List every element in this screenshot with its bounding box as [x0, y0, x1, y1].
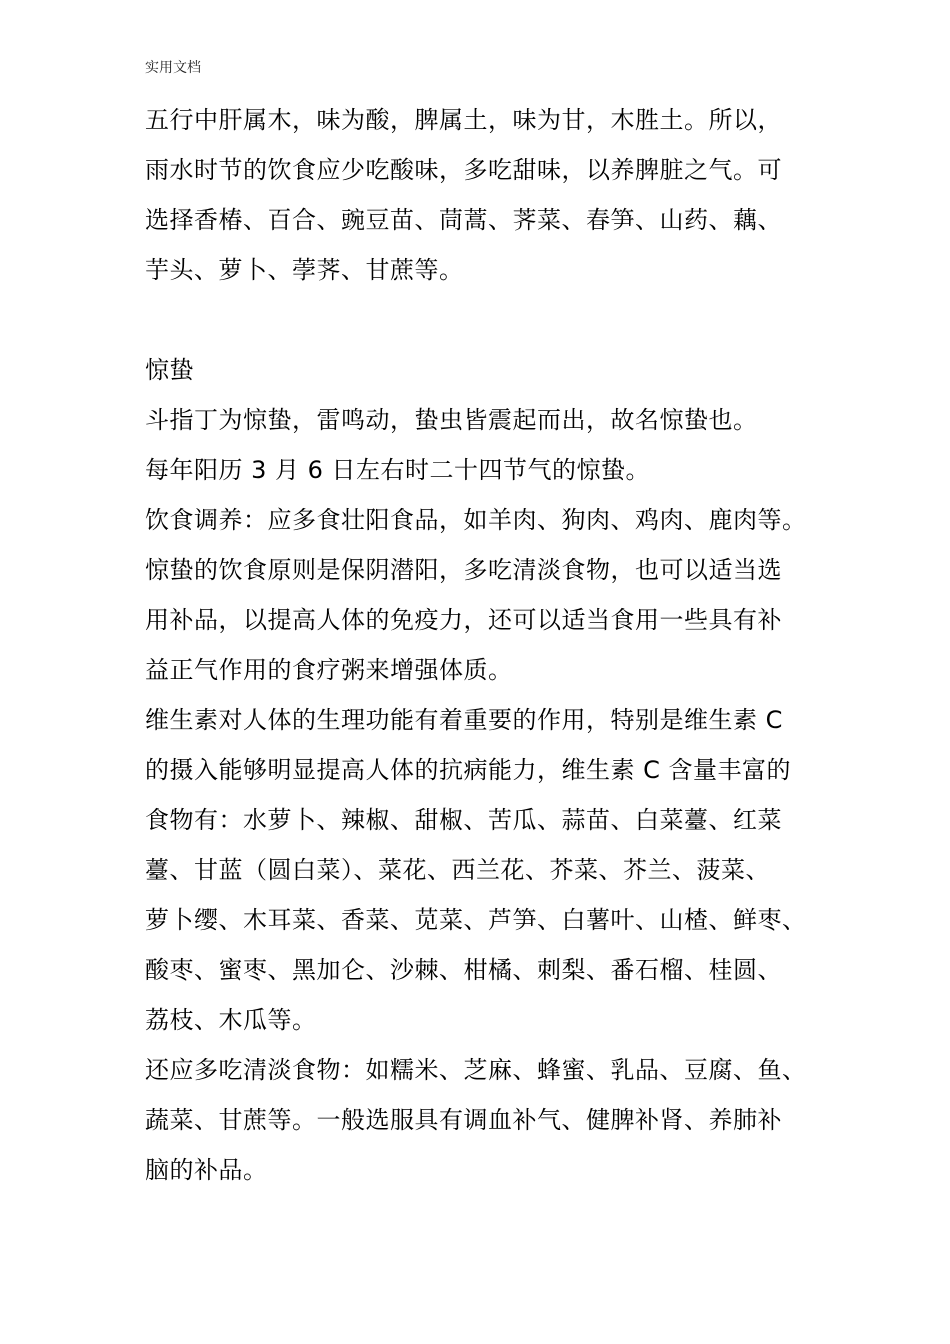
- section-heading: 惊蛰: [145, 356, 194, 384]
- paragraph-line: 脑的补品。: [145, 1156, 268, 1184]
- paragraph-line: 每年阳历 3 月 6 日左右时二十四节气的惊蛰。: [145, 456, 651, 484]
- paragraph-line: 雨水时节的饮食应少吃酸味，多吃甜味，以养脾脏之气。可: [145, 156, 782, 184]
- paragraph-line: 斗指丁为惊蛰，雷鸣动，蛰虫皆震起而出，故名惊蛰也。: [145, 406, 758, 434]
- paragraph-line: 芋头、萝卜、荸荠、甘蔗等。: [145, 256, 464, 284]
- document-header-label: 实用文档: [145, 60, 201, 76]
- blank-line: [145, 295, 845, 345]
- paragraph-line: 还应多吃清淡食物：如糯米、芝麻、蜂蜜、乳品、豆腐、鱼、: [145, 1056, 807, 1084]
- paragraph-line: 饮食调养：应多食壮阳食品，如羊肉、狗肉、鸡肉、鹿肉等。: [145, 506, 807, 534]
- paragraph-line: 蔬菜、甘蔗等。一般选服具有调血补气、健脾补肾、养肺补: [145, 1106, 782, 1134]
- paragraph-line: 惊蛰的饮食原则是保阴潜阳，多吃清淡食物，也可以适当选: [145, 556, 782, 584]
- paragraph-line: 薹、甘蓝（圆白菜）、菜花、西兰花、芥菜、芥兰、菠菜、: [145, 856, 770, 884]
- paragraph-line: 维生素对人体的生理功能有着重要的作用，特别是维生素 C: [145, 706, 783, 734]
- paragraph-line: 选择香椿、百合、豌豆苗、茼蒿、荠菜、春笋、山药、藕、: [145, 206, 782, 234]
- paragraph-line: 五行中肝属木，味为酸，脾属土，味为甘，木胜土。所以，: [145, 106, 782, 134]
- paragraph-line: 食物有：水萝卜、辣椒、甜椒、苦瓜、蒜苗、白菜薹、红菜: [145, 806, 782, 834]
- paragraph-line: 荔枝、木瓜等。: [145, 1006, 317, 1034]
- paragraph-line: 益正气作用的食疗粥来增强体质。: [145, 656, 513, 684]
- paragraph-line: 的摄入能够明显提高人体的抗病能力，维生素 C 含量丰富的: [145, 756, 792, 784]
- paragraph-line: 萝卜缨、木耳菜、香菜、苋菜、芦笋、白薯叶、山楂、鲜枣、: [145, 906, 807, 934]
- paragraph-line: 用补品，以提高人体的免疫力，还可以适当食用一些具有补: [145, 606, 782, 634]
- paragraph-line: 酸枣、蜜枣、黑加仑、沙棘、柑橘、刺梨、番石榴、桂圆、: [145, 956, 782, 984]
- document-body: [145, 95, 845, 1195]
